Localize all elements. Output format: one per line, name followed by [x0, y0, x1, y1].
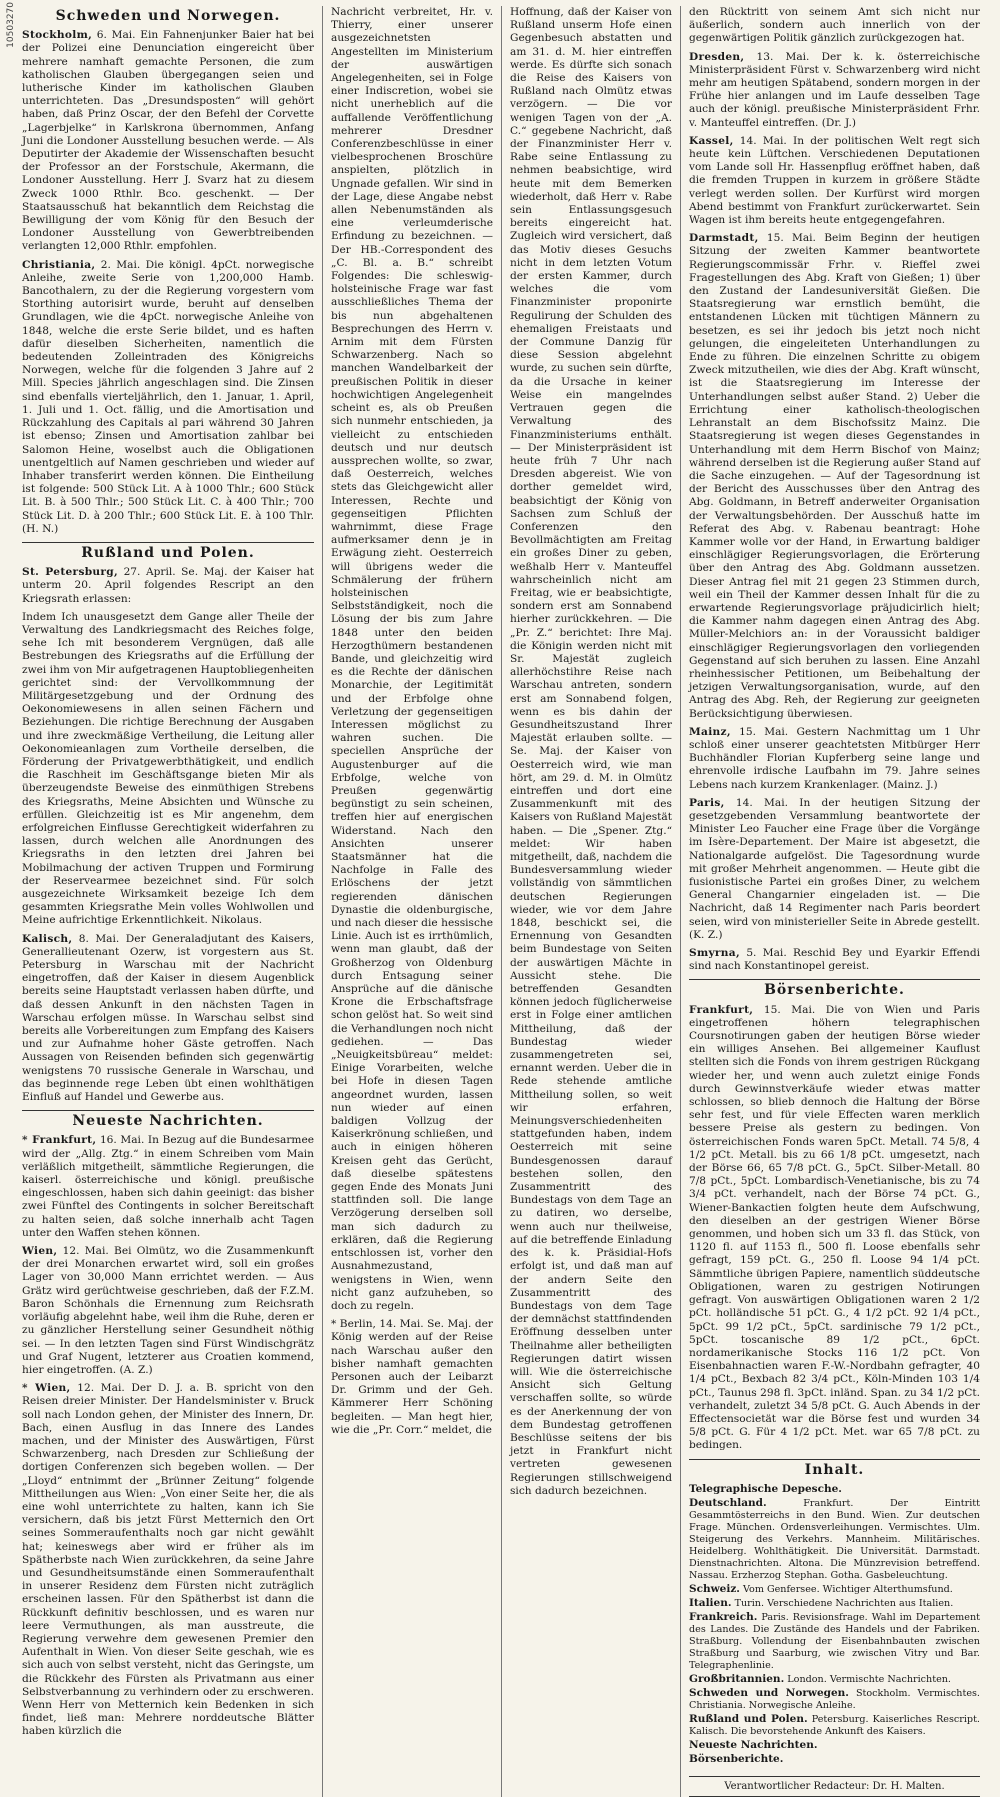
- article-text: Die königl. 4pCt. norwegische Anleihe, zweite Serie von 1,200,000 Hamb. Bancothalern, zu der die Regierung vorgestern vom Storthing autorisirt wurde, beruht auf denselben Grundlagen, wie die 4pCt. norwegische Anleihe von 1848, welche die erste Serie bildet, und es haften dafür dieselben Sicherheiten, namentlich die bedeutenden Zolleintraden des Königreichs Norwegen, welche für die folgenden 3 Jahre auf 2 Mill. Species jährlich angeschlagen sind. Die Zinsen sind ebenfalls vierteljährlich, den 1. Januar, 1. April, 1. Juli und 1. Oct. fällig, und die Amortisation und Rückzahlung des Capitals al pari während 30 Jahren ist ebenso; Zinsen und Amortisation zahlbar bei Salomon Heine, woselbst auch die Obligationen unentgeltlich auf Namen geschrieben und wieder auf Inhaber transferirt werden können. Die Eintheilung ist folgende: 500 Stück Lit. A à 1000 Thlr.; 600 Stück Lit. B. à 500 Thlr.; 500 Stück Lit. C. à 400 Thlr.; 700 Stück Lit. D. à 200 Thlr.; 600 Stück Lit. E. à 100 Thlr. (H. N.): [22, 258, 314, 535]
- article-date: 12. Mai.: [62, 1245, 109, 1258]
- article-place: St. Petersburg,: [22, 566, 118, 579]
- contents-item: [689, 1597, 980, 1610]
- article-paragraph: [689, 726, 980, 792]
- contents-item: [689, 1753, 980, 1766]
- article-place: Dresden,: [689, 50, 745, 63]
- article-date: 14. Mai.: [739, 134, 787, 147]
- article-text: Der D. J. a. B. spricht von den Reisen dreier Minister. Der Handelsminister v. Bruck soll nach London gehen, der Minister des Innern, Dr. Bach, einen Ausflug in das Innere des Landes machen, und der Minister des Auswärtigen, Fürst Schwarzenberg, nach Dresden zur Schließung der dortigen Conferenzen sich begeben wollen. — Der „Lloyd“ entnimmt der „Brünner Zeitung“ folgende Mittheilungen aus Wien: „Von einer Seite her, die als eine wohl unterrichtete zu halten, kann ich Sie versichern, daß bis jetzt Fürst Metternich den Ort seines Sommeraufenthalts noch gar nicht gewählt hat; keineswegs aber wird er früher als im Spätherbste nach Wien zurückkehren, da seine Jahre und Gesundheitsumstände einen Sommeraufenthalt in unserer Residenz dem Fürsten nicht zuträglich erscheinen lassen. Für den Spätherbst ist dann die Rückkunft definitiv beschlossen, und es waren nur leere Vermuthungen, als man ausstreute, die Regierung verwehre dem gewesenen Premier den Aufenthalt in Wien. Von dieser Seite geschah, wie es sich auch von selbst versteht, nicht das Geringste, um die Rückkehr des Fürsten als Privatmann aus einer Selbstverbannung zu verhindern oder zu erschweren. Wenn Herr von Metternich kein Bedenken in sich findet, ließ man: Mehrere norddeutsche Blätter haben kürzlich die: [22, 1382, 314, 1738]
- article-date: 6. Mai.: [96, 29, 136, 42]
- article-text: Der k. k. österreichische Ministerpräsident Fürst v. Schwarzenberg wird nicht mehr am heutigen Spätabend, sondern morgen in der Frühe hier anlangen und im Laufe desselben Tage auch der königl. preußische Ministerpräsident Frhr. v. Manteuffel eintreffen. (Dr. J.): [689, 50, 980, 129]
- article-text: In Bezug auf die Bundesarmee wird der „Allg. Ztg.“ in einem Schreiben vom Main verläßlich mitgetheilt, sämmtliche Regierungen, die kaiserl. österreichische und königl. preußische eingeschlossen, haben sich dahin geeinigt: das bisher zwei Fünftel des Contingents in solcher Bereitschaft zu halten seien, daß solche innerhalb acht Tagen unter den Waffen stehen können.: [22, 1134, 314, 1239]
- article-date: 15. Mai.: [739, 725, 789, 738]
- section-title: Neueste Nachrichten.: [72, 1113, 264, 1130]
- article-text: Der Generaladjutant des Kaisers, Generallieutenant Ozerw, ist vorgestern aus St. Petersburg in Warschau mit der Nachricht eingetroffen, daß der Kaiser in diesem Augenblick bereits seine Hauptstadt verlassen haben dürfte, und daß dessen Ankunft in den nächsten Tagen in Warschau erfolgen müsse. In Warschau selbst sind bereits alle Vorbereitungen zum Empfang des Kaisers und zur Aufnahme hoher Gäste getroffen. Nach Aussagen von Reisenden befinden sich gegenwärtig wenigstens 70 russische Generale in Warschau, und das beginnende rege Leben übt einen wohlthätigen Einfluß auf Handel und Gewerbe aus.: [22, 932, 315, 1104]
- article-paragraph: [689, 947, 980, 973]
- article-date: 5. Mai.: [746, 947, 787, 960]
- section-title: Börsenberichte.: [764, 982, 905, 999]
- page-id: 10503270: [6, 2, 16, 48]
- article-place: Kassel,: [689, 134, 734, 147]
- article-place: Frankfurt,: [689, 1003, 754, 1016]
- contents-item: [689, 1583, 980, 1596]
- article-place: Smyrna,: [689, 947, 740, 960]
- article-paragraph: [22, 933, 314, 1105]
- contents-item: [689, 1497, 980, 1582]
- article-paragraph: [22, 566, 314, 606]
- article-place: Mainz,: [689, 725, 731, 738]
- article-paragraph: [22, 1134, 314, 1240]
- article-paragraph: [22, 29, 314, 253]
- contents-heading: Italien.: [689, 1596, 732, 1609]
- section-rule: [22, 1110, 314, 1111]
- article-paragraph: [689, 135, 980, 227]
- contents-text: Frankfurt. Der Eintritt Gesammtösterreichs in den Bund. Wien. Zur deutschen Frage. München. Ordensverleihungen. Vermischtes. Ulm. Steigerung des Verkehrs. Mannheim. Militärisches. Heidelberg. Wohlthätigkeit. Die Universität. Darmstadt. Dienstnachrichten. Altona. Die Münzrevision betreffend. Nassau. Erzherzog Stephan. Gotha. Gasbeleuchtung.: [689, 1497, 980, 1581]
- contents-heading: Deutschland.: [689, 1496, 767, 1509]
- contents-heading: Neueste Nachrichten.: [689, 1738, 818, 1751]
- contents-text: Vom Genfersee. Wichtiger Alterthumsfund.: [743, 1583, 953, 1595]
- section-rule: [689, 1459, 980, 1460]
- contents-text: Paris. Revisionsfrage. Wahl im Departement des Landes. Die Zustände des Handels und der Fabriken. Straßburg. Vollendung der Eisenbahnbauten zwischen Straßburg und Saarburg, wie zwischen Vitry und Bar. Telegraphenlinie.: [689, 1611, 980, 1671]
- contents-heading: Großbritannien.: [689, 1672, 785, 1685]
- article-date: 14. Mai.: [735, 796, 788, 809]
- contents-item: [689, 1611, 980, 1672]
- article-text: den Rücktritt von seinem Amt sich nicht nur äußerlich, sondern auch innerlich von der gegenwärtigen Politik gänzlich zurückgezogen hat.: [689, 6, 980, 45]
- article-date: 16. Mai.: [99, 1134, 145, 1147]
- article-place: Christiania,: [22, 258, 96, 271]
- article-date: 2. Mai.: [100, 258, 141, 271]
- contents-item: [689, 1687, 980, 1712]
- section-title: Rußland und Polen.: [81, 544, 255, 561]
- section-rule: [689, 979, 980, 980]
- article-text: Nachricht verbreitet, Hr. v. Thierry, einer unserer ausgezeichnetsten Angestellten im Ministerium der auswärtigen Angelegenheiten, sei in Folge einer Indiscretion, wobei sie nicht unerheblich auf die auffallende Veröffentlichung mehrerer Dresdner Conferenzbeschlüsse in einer vielbesprochenen Broschüre anspielten, plötzlich in Ungnade gefallen. Wir sind in der Lage, diese Angabe nebst allen Nebenumständen als eine verleumderische Erfindung zu bezeichnen. — Der HB.-Correspondent des „C. Bl. a. B.“ schreibt Folgendes: Die schleswig-holsteinische Frage war fast ausschließliches Thema der bis nun abgehaltenen Besprechungen des Herrn v. Arnim mit dem Fürsten Schwarzenberg. Nach so manchen Wandelbarkeit der preußischen Politik in dieser hochwichtigen Angelegenheit scheint es, als ob Preußen sich nunmehr entschieden, ja vielleicht zu entschieden deutsch und nur deutsch aussprechen wollte, so zwar, daß Oesterreich, welches stets das Gleichgewicht aller Interessen, Rechte und gegenseitigen Pflichten wahrnimmt, diese Frage aufmerksamer denn je in Erwägung zieht. Oesterreich will übrigens weder die Schmälerung der frühern holsteinischen Selbstständigkeit, noch die Lösung der bis zum Jahre 1848 unter den beiden Herzogthümern bestandenen Bande, und gleichzeitig wird es die Rechte der dänischen Monarchie, der Legitimität und der Erbfolge ohne Verletzung der gegenseitigen Interessen möglichst zu wahren suchen. Die speciellen Ansprüche der Augustenburger auf die Erbfolge, welche von Preußen gegenwärtig begünstigt zu sein scheinen, treffen hier auf energischen Widerstand. Nach den Ansichten unserer Staatsmänner hat die Nachfolge in Falle des Erlöschens der jetzt regierenden dänischen Dynastie die oldenburgische, und nach dieser die hessische Linie. Auch ist es irrthümlich, wenn man glaubt, daß der Großherzog von Oldenburg durch Entsagung seiner Ansprüche auf die dänische Krone die Erbschaftsfrage schon gelöst hat. So weit sind die Verhandlungen noch nicht gediehen. — Das „Neuigkeitsbüreau“ meldet: Einige Vorarbeiten, welche bei Hofe in diesen Tagen angeordnet wurden, lassen nun wieder auf einen baldigen Vollzug der Kaiserkrönung schließen, und auch in einigen höheren Kreisen geht das Gerücht, daß dieselbe spätestens gegen Ende des Monats Juni stattfinden soll. Die lange Verzögerung derselben soll man sich dadurch zu erklären, daß die Regierung entschlossen ist, vorher den Ausnahmezustand, wenigstens in Wien, wenn nicht ganz aufzuheben, so doch zu regeln.: [331, 6, 493, 1312]
- article-paragraph: [689, 797, 980, 942]
- article-place: Kalisch,: [22, 932, 73, 945]
- article-date: 8. Mai.: [78, 932, 120, 945]
- section-rule: [22, 542, 314, 543]
- contents-heading: Schweiz.: [689, 1582, 740, 1595]
- article-text: Gestern Nachmittag um 1 Uhr schloß einer unserer geachtetsten Mitbürger Herr Buchhändler Florian Kupferberg seine lange und ehrenvolle irdische Laufbahn im 79. Jahre seines Lebens nach kurzem Krankenlager. (Mainz. J.): [689, 725, 981, 791]
- editor-line: Verantwortlicher Redacteur: Dr. H. Malten.: [689, 1776, 980, 1797]
- article-paragraph: * Berlin, 14. Mai. Se. Maj. der König werden auf der Reise nach Warschau außer den bisher namhaft gemachten Personen auch der Leibarzt Dr. Grimm und der Geh. Kämmerer Herr Schöning begleiten. — Man hegt hier, wie die „Pr. Corr.“ meldet, die: [331, 1318, 493, 1436]
- article-paragraph: [689, 6, 980, 46]
- article-text: In der heutigen Sitzung der gesetzgebenden Versammlung beantwortete der Minister Leo Faucher eine Frage über die Vorgänge im Isère-Departement. Der Maire ist abgesetzt, die Nationalgarde aufgelöst. Die Tagesordnung wurde mit großer Mehrheit angenommen. — Heute gibt die fusionistische Partei ein großes Diner, zu welchem General Changarnier eingeladen ist. — Die Nachricht, daß 14 Regimenter nach Paris beordert seien, wird von ministerieller Seite in Abrede gestellt. (K. Z.): [689, 796, 980, 941]
- article-paragraph: [689, 51, 980, 130]
- column-4: [680, 6, 980, 1797]
- contents-item: [689, 1713, 980, 1738]
- contents-item: [689, 1673, 980, 1686]
- contents-text: Turin. Verschiedene Nachrichten aus Italien.: [734, 1597, 954, 1609]
- article-date: 15. Mai.: [766, 232, 816, 245]
- contents-heading: Börsenberichte.: [689, 1752, 784, 1765]
- contents-heading: Frankreich.: [689, 1610, 758, 1623]
- article-text: Bei Olmütz, wo die Zusammenkunft der drei Monarchen erwartet wird, soll ein großes Lager von 30,000 Mann errichtet werden. — Aus Grätz wird gerüchtweise geschrieben, daß der F.Z.M. Baron Schönhals die Ernennung zum Reichsrath vorläufig abgelehnt habe, weil ihm die Ruhe, deren er zu gänzlicher Herstellung seiner Gesundheit nöthig sei. — In den letzten Tagen sind Fürst Windischgrätz und Graf Nugent, letzterer aus Croatien kommend, hier eingetroffen. (A. Z.): [22, 1245, 315, 1376]
- newspaper-columns: [22, 6, 981, 1792]
- article-place: Stockholm,: [22, 29, 93, 42]
- article-place: Darmstadt,: [689, 232, 759, 245]
- article-place: Wien,: [22, 1245, 58, 1258]
- article-date: 12. Mai.: [77, 1382, 125, 1395]
- article-paragraph: [22, 1245, 314, 1377]
- article-text: Beim Beginn der heutigen Sitzung der zweiten Kammer beantwortete Regierungscommissär Frhr. v. Rieffel zwei Fragestellungen des Abg. Kraft von Gießen; 1) über den Zustand der Landesuniversität Gießen. Die Staatsregierung war ernstlich bemüht, die entstandenen Lücken mit tüchtigen Männern zu besetzen, es sei ihr jedoch bis jetzt noch nicht gelungen, die eingeleiteten Unterhandlungen zu Ende zu führen. Die einzelnen Schritte zu obigem Zweck mitzutheilen, wie dies der Abg. Kraft wünscht, ist die Staatsregierung im Interesse der Unterhandlungen selbst außer Stand. 2) Ueber die Errichtung einer katholisch-theologischen Lehranstalt an dem Bischofssitz Mainz. Die Staatsregierung ist wegen dieses Gegenstandes in Unterhandlung mit dem Herrn Bischof von Mainz; während derselben ist die Regierung außer Stand auf die Sache einzugehen. — Auf der Tagesordnung ist der Bericht des Ausschusses über den Antrag des Abg. Goldmann, in Betreff anderweiter Organisation der Verwaltungsbehörden. Der Ausschuß hatte im Referat des Abg. v. Rabenau beantragt: Hohe Kammer wolle vor der Hand, in Erwartung baldiger einschlägiger Regierungsvorlagen, die Erörterung über den Antrag des Abg. Goldmann aussetzen. Dieser Antrag fiel mit 21 gegen 23 Stimmen durch, weil ein Theil der Kammer dessen Inhalt für die zu erwartende Regierungsvorlage präjudicirlich hielt; die Kammer nahm dagegen einen Antrag des Abg. Müller-Melchiors an: in der Voraussicht baldiger einschlägiger Regierungsvorlagen den vorliegenden Gegenstand auf sich beruhen zu lassen. Eine Anzahl rheinhessischer Petitionen, um Beibehaltung der jetzigen Verwaltungsorganisation, wurde, auf den Antrag des Abg. Reh, der Regierung zur geeigneten Berücksichtigung überwiesen.: [689, 232, 980, 720]
- article-paragraph: [22, 1382, 314, 1738]
- article-date: 13. Mai.: [756, 50, 810, 63]
- contents-item: [689, 1739, 980, 1752]
- article-text: Reschid Bey und Eyarkir Effendi sind nach Konstantinopel gereist.: [689, 947, 980, 973]
- contents-item: [689, 1483, 980, 1496]
- article-date: 27. April.: [123, 566, 176, 579]
- article-text: Ein Fahnenjunker Baier hat bei der Polizei eine Denunciation eingereicht über mehrere namhaft gemachte Personen, die zum katholischen Glauben übergegangen seien und lutherische Kinder im katholischen Glauben unterrichteten. Das „Dresundsposten“ will gehört haben, daß Prinz Oscar, der den Befehl der Corvette „Lagerbjelke“ in Karlskrona übernommen, Anfang Juni die Londoner Ausstellung besuchen werde. — Als Deputirter der Akademie der Wissenschaften besucht der Professor an der Forstschule, Akermann, die Londoner Ausstellung. Herr J. Svarz hat zu diesem Zweck 1000 Rthlr. Bco. geschenkt. — Der Staatsausschuß hat bekanntlich dem Reichstag die Bewilligung der vom König für den Besuch der Londoner Ausstellung von Gewerbtreibenden verlangten 12,000 Rthlr. empfohlen.: [22, 29, 314, 253]
- contents-text: Petersburg. Kaiserliches Rescript. Kalisch. Die bevorstehende Ankunft des Kaisers.: [689, 1713, 980, 1737]
- contents-text: London. Vermischte Nachrichten.: [787, 1673, 951, 1685]
- article-paragraph: [22, 611, 314, 928]
- column-2: [322, 6, 501, 1797]
- article-paragraph: [22, 259, 314, 536]
- contents-heading: Rußland und Polen.: [689, 1712, 808, 1725]
- article-paragraph: [689, 232, 980, 721]
- contents-heading: Schweden und Norwegen.: [689, 1686, 849, 1699]
- article-place: * Wien,: [22, 1382, 71, 1395]
- article-text: Hoffnung, daß der Kaiser von Rußland unserm Hofe einen Gegenbesuch abstatten und am 31. d. M. hier eintreffen werde. Es dürfte sich sonach die Reise des Kaisers von Rußland nach Olmütz etwas verzögern. — Die vor wenigen Tagen von der „A. C.“ gegebene Nachricht, daß der Finanzminister Herr v. Rabe seine Entlassung zu nehmen beabsichtige, wird heute mit dem Bemerken wiederholt, daß Herr v. Rabe sein Entlassungsgesuch bereits eingereicht hat. Zugleich wird versichert, daß das Motiv dieses Gesuchs nicht in dem letzten Votum der ersten Kammer, durch welches die vom Finanzminister proponirte Regulirung der Schulden des ehemaligen Freistaats und der Commune Danzig für diese Session abgelehnt wurde, zu suchen sein dürfte, da die Ursache in keiner Weise ein mangelndes Vertrauen gegen die Verwaltung des Finanzministeriums enthält. — Der Ministerpräsident ist heute früh 7 Uhr nach Dresden abgereist. Wie von dorther gemeldet wird, beabsichtigt der König von Sachsen zum Schluß der Conferenzen den Bevollmächtigten am Freitag ein großes Diner zu geben, weßhalb Herr v. Manteuffel wahrscheinlich nicht am Freitag, wie er beabsichtigte, sondern erst am Sonnabend hierher zurückkehren. — Die „Pr. Z.“ berichtet: Ihre Maj. die Königin werden nicht mit Sr. Majestät zugleich allerhöchstihre Reise nach Warschau antreten, sondern erst am Sonnabend folgen, wenn es bis dahin der Gesundheitszustand Ihrer Majestät erlauben sollte. — Se. Maj. der Kaiser von Oesterreich wird, wie man hört, am 29. d. M. in Olmütz eintreffen und dort eine Zusammenkunft mit des Kaisers von Rußland Majestät haben. — Die „Spener. Ztg.“ meldet: Wir haben mitgetheilt, daß, nachdem die Bundesversammlung wieder vollständig von sämmtlichen deutschen Regierungen wieder, wie vor dem Jahre 1848, beschickt sei, die Ernennung von Gesandten beim Bundestage von Seiten der auswärtigen Mächte in Aussicht stehe. Die betreffenden Gesandten können jedoch füglicherweise erst in Folge einer amtlichen Mittheilung, daß der Bundestag wieder zusammengetreten sei, ernannt werden. Ueber die in Rede stehende amtliche Mittheilung sollen, so weit wir erfahren, Meinungsverschiedenheiten stattgefunden haben, indem Oesterreich mit seine Bundesgenossen darauf bestehen sollen, den Zusammentritt des Bundestags von dem Tage an zu datiren, wo derselbe, wenn auch nur theilweise, auf die betreffende Einladung des k. k. Präsidial-Hofs erfolgt ist, und daß man auf der andern Seite den Zusammentritt des Bundestags von dem Tage der demnächst stattfindenden Eröffnung desselben unter Theilnahme aller betheiligten Regierungen datirt wissen will. Wie die österreichische Ansicht sich Geltung verschaffen sollte, so würde es der Anerkennung der von dem Bundestag getroffenen Beschlüsse seitens der bis jetzt in Frankfurt nicht vertreten gewesenen Regierungen stillschweigend sich dadurch bezeichnen.: [510, 6, 672, 1497]
- article-text: Se. Maj. der Kaiser hat unterm 20. April folgendes Rescript an den Kriegsrath erlassen:: [22, 566, 314, 605]
- column-1: [22, 6, 322, 1797]
- article-place: * Frankfurt,: [22, 1134, 97, 1147]
- article-date: 15. Mai.: [763, 1003, 816, 1016]
- section-title: Schweden und Norwegen.: [55, 8, 281, 24]
- article-paragraph: [689, 1004, 980, 1453]
- article-text: Die von Wien und Paris eingetroffenen höhern telegraphischen Coursnotirungen gaben der heutigen Börse wieder ein williges Ansehen. Bei allgemeiner Kauflust stellten sich die Fonds von ihrem gestrigen Rückgang wieder her, und wenn auch zuletzt einige Fonds durch Gewinnstverkäufe wieder etwas matter schlossen, so blieb dennoch die Haltung der Börse sehr fest, und für viele Effecten waren merklich bessere Preise als gestern zu bedingen. Von österreichischen Fonds waren 5pCt. Metall. 74 5/8, 4 1/2 pCt. Metall. bis zu 66 1/8 pCt. umgesetzt, nach der Börse 66, 65 7/8 pCt. G., 5pCt. Silber-Metall. 80 7/8 pCt., 5pCt. Lombardisch-Venetianische, bis zu 74 3/4 pCt. verhandelt, nach der Börse 74 pCt. G., Wiener-Bankactien folgten heute dem Aufschwung, den dieselben an der gestrigen Wiener Börse genommen, und hoben sich um 33 fl. das Stück, von 1120 fl. auf 1153 fl., 500 fl. Loose ebenfalls sehr gefragt, 159 pCt. G., 250 fl. Loose 94 1/4 pCt. Sämmtliche übrigen Papiere, namentlich süddeutsche Obligationen, waren zu gestrigen Notirungen gefragt. Von auswärtigen Obligationen waren 2 1/2 pCt. holländische 51 pCt. G., 4 1/2 pCt. 92 1/4 pCt., 5pCt. 99 1/2 pCt., 5pCt. sardinische 79 1/2 pCt., 5pCt. toscanische 89 1/2 pCt., 6pCt. nordamerikanische Stocks 116 1/2 pCt. Von Eisenbahnactien waren F.-W.-Nordbahn gefragter, 40 1/4 pCt., Bexbach 82 3/4 pCt., Köln-Minden 103 1/4 pCt., Taunus 298 fl. 3pCt. inländ. Span. zu 34 1/2 pCt. verhandelt, zuletzt 34 5/8 pCt. G. Auch Abends in der Effectensocietät war die Börse fest und wurden 34 5/8 pCt. G. Für 4 1/2 pCt. Met. war 65 7/8 pCt. zu bedingen.: [689, 1003, 980, 1452]
- contents-text: Stockholm. Vermischtes. Christiania. Norwegische Anleihe.: [689, 1687, 980, 1711]
- article-place: Paris,: [689, 796, 725, 809]
- article-text: Indem Ich unausgesetzt dem Gange aller Theile der Verwaltung des Landkriegsmacht des Reiches folge, sehe Ich mit besonderem Vergnügen, daß alle Bestrebungen des Kriegsraths auf die Erfüllung der zwei ihm von Mir aufgetragenen Hauptobliegenheiten gerichtet sind: der Vervollkommnung der Militärgesetzgebung und der Ordnung des Oekonomiewesens in allen seinen Fächern und Beziehungen. Die richtige Berechnung der Ausgaben und ihre zweckmäßige Vertheilung, die Leitung aller Oekonomieanlagen zum Vortheile derselben, die Förderung der Privatgewerbthätigkeit, und endlich die Raschheit im Geschäftsgange bieten Mir als überzeugendste Beweise des einmüthigen Strebens des Kriegsraths, Meine Absichten und Wünsche zu erfüllen. Gleichzeitig ist es Mir angenehm, dem erfolgreichen Einflusse Gerechtigkeit widerfahren zu lassen, durch welchen alle Anordnungen des Kriegsraths in den letzten drei Jahren bei Mobilmachung der activen Truppen und Formirung der Reservearmee bezeichnet sind. Für solch ausgezeichnete Wirksamkeit bezeige Ich dem gesammten Kriegsrathe Mein volles Wohlwollen und Meine aufrichtige Erkenntlichkeit. Nikolaus.: [22, 610, 314, 927]
- contents-heading: Telegraphische Depesche.: [689, 1482, 842, 1495]
- article-text: In der politischen Welt regt sich heute kein Lüftchen. Verschiedenen Deputationen vom Lande soll Hr. Hassenpflug eröffnet haben, daß die fremden Truppen in kurzem in größere Städte verlegt werden sollen. Der Kurfürst wird morgen Abend bestimmt von Frankfurt zurückerwartet. Sein Wagen ist ihm bereits heute entgegengefahren.: [689, 134, 981, 227]
- column-3: [501, 6, 680, 1797]
- section-title: Inhalt.: [804, 1461, 865, 1478]
- article-paragraph-continued: [510, 6, 672, 1498]
- article-paragraph: [331, 6, 493, 1313]
